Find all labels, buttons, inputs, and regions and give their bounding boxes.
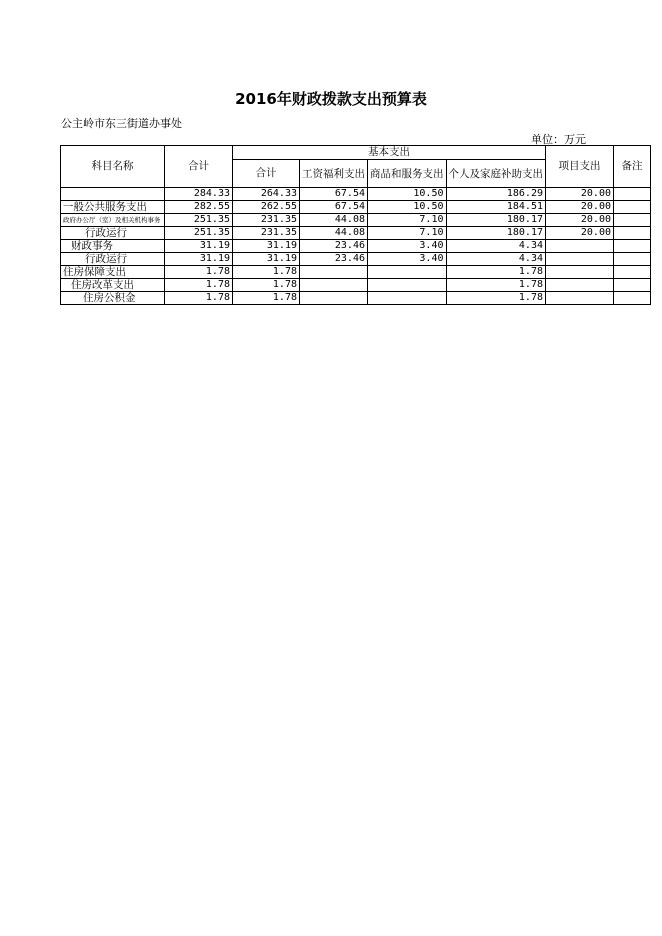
row-total: 1.78 — [165, 292, 233, 305]
row-name: 政府办公厅（室）及相关机构事务 — [61, 214, 165, 227]
row-goods: 7.10 — [368, 227, 447, 240]
table-row — [61, 253, 651, 266]
table-row — [61, 292, 651, 305]
header-basic-total: 合计 — [233, 160, 300, 188]
row-total: 251.35 — [165, 214, 233, 227]
header-note: 备注 — [614, 146, 651, 188]
row-basic-total: 231.35 — [233, 214, 300, 227]
header-subject: 科目名称 — [61, 146, 165, 188]
row-personal: 1.78 — [446, 279, 546, 292]
row-note — [614, 292, 651, 305]
row-wages — [300, 279, 368, 292]
row-goods: 3.40 — [368, 240, 447, 253]
table-row — [61, 240, 651, 253]
row-project — [546, 253, 614, 266]
row-name — [61, 188, 165, 201]
table-row — [61, 279, 651, 292]
row-personal: 184.51 — [446, 201, 546, 214]
row-personal: 186.29 — [446, 188, 546, 201]
row-wages: 67.54 — [300, 188, 368, 201]
table-row — [61, 227, 651, 240]
table-row — [61, 188, 651, 201]
row-basic-total: 1.78 — [233, 279, 300, 292]
row-note — [614, 253, 651, 266]
row-basic-total: 264.33 — [233, 188, 300, 201]
row-total: 284.33 — [165, 188, 233, 201]
header-basic-group: 基本支出 — [233, 146, 546, 160]
row-project — [546, 279, 614, 292]
organization-name: 公主岭市东三街道办事处 — [61, 117, 182, 130]
row-basic-total: 231.35 — [233, 227, 300, 240]
row-project: 20.00 — [546, 214, 614, 227]
table-row — [61, 214, 651, 227]
budget-table — [60, 145, 651, 305]
row-total: 1.78 — [165, 279, 233, 292]
row-basic-total: 1.78 — [233, 266, 300, 279]
row-personal: 180.17 — [446, 214, 546, 227]
header-project: 项目支出 — [546, 146, 614, 188]
row-personal: 1.78 — [446, 266, 546, 279]
row-wages: 23.46 — [300, 240, 368, 253]
row-project — [546, 266, 614, 279]
unit-label: 单位：万元 — [531, 133, 586, 146]
row-basic-total: 262.55 — [233, 201, 300, 214]
row-name: 一般公共服务支出 — [61, 201, 165, 214]
row-project — [546, 292, 614, 305]
table-row — [61, 201, 651, 214]
row-personal: 4.34 — [446, 253, 546, 266]
row-project: 20.00 — [546, 188, 614, 201]
row-note — [614, 240, 651, 253]
row-note — [614, 279, 651, 292]
row-wages: 44.08 — [300, 227, 368, 240]
row-wages: 44.08 — [300, 214, 368, 227]
table-row — [61, 266, 651, 279]
row-note — [614, 266, 651, 279]
row-total: 1.78 — [165, 266, 233, 279]
row-goods: 10.50 — [368, 201, 447, 214]
header-goods: 商品和服务支出 — [368, 160, 447, 188]
row-total: 31.19 — [165, 253, 233, 266]
row-name: 住房公积金 — [61, 292, 165, 305]
row-name: 行政运行 — [61, 227, 165, 240]
row-goods: 10.50 — [368, 188, 447, 201]
row-total: 31.19 — [165, 240, 233, 253]
row-total: 251.35 — [165, 227, 233, 240]
row-goods: 3.40 — [368, 253, 447, 266]
row-goods: 7.10 — [368, 214, 447, 227]
row-goods — [368, 292, 447, 305]
row-note — [614, 214, 651, 227]
row-name: 住房保障支出 — [61, 266, 165, 279]
row-wages: 67.54 — [300, 201, 368, 214]
row-wages: 23.46 — [300, 253, 368, 266]
row-personal: 1.78 — [446, 292, 546, 305]
row-basic-total: 31.19 — [233, 253, 300, 266]
row-project: 20.00 — [546, 201, 614, 214]
row-name: 行政运行 — [61, 253, 165, 266]
header-total: 合计 — [165, 146, 233, 188]
header-wages: 工资福利支出 — [300, 160, 368, 188]
row-name: 财政事务 — [61, 240, 165, 253]
page-title: 2016年财政拨款支出预算表 — [235, 90, 427, 108]
row-wages — [300, 266, 368, 279]
row-goods — [368, 279, 447, 292]
row-basic-total: 1.78 — [233, 292, 300, 305]
row-note — [614, 227, 651, 240]
row-project — [546, 240, 614, 253]
row-total: 282.55 — [165, 201, 233, 214]
row-project: 20.00 — [546, 227, 614, 240]
row-goods — [368, 266, 447, 279]
row-name: 住房改革支出 — [61, 279, 165, 292]
header-personal: 个人及家庭补助支出 — [446, 160, 546, 188]
row-basic-total: 31.19 — [233, 240, 300, 253]
row-personal: 180.17 — [446, 227, 546, 240]
row-personal: 4.34 — [446, 240, 546, 253]
row-wages — [300, 292, 368, 305]
row-note — [614, 201, 651, 214]
row-note — [614, 188, 651, 201]
